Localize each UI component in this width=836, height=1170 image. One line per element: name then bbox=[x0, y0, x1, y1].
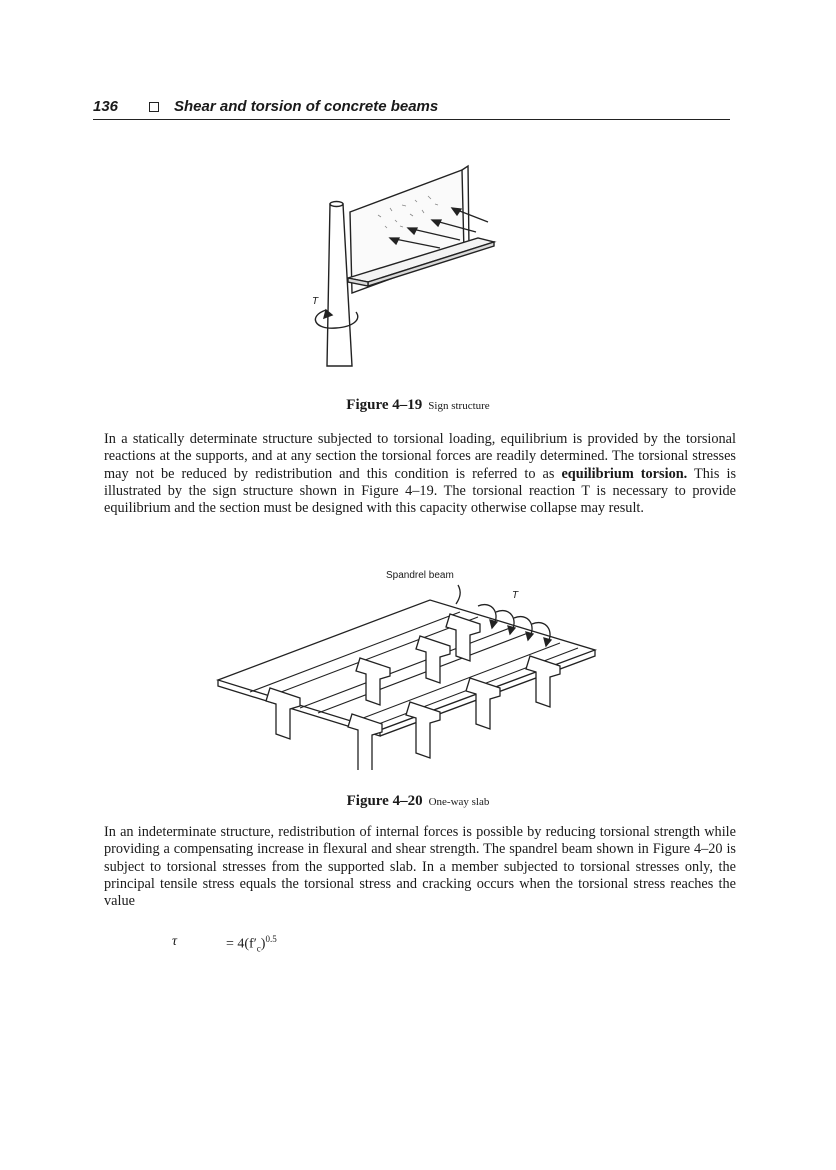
figure-number: Figure 4–19 bbox=[346, 397, 423, 413]
figure-sign-structure bbox=[300, 160, 510, 370]
equation-rhs-main: = 4(f bbox=[226, 936, 254, 952]
paragraph-equilibrium-torsion bbox=[104, 431, 736, 517]
equation-exponent: 0.5 bbox=[265, 934, 277, 944]
paragraph-text: This is illustrated by the sign structure shown in Figure 4–19. The torsional reaction T is necessary to provide equilibrium and the section must be designed with this capacity otherwise collapse may result. bbox=[104, 465, 737, 517]
running-header bbox=[93, 97, 730, 120]
torsional-stress-equation bbox=[172, 934, 277, 954]
equation-prime: ′ bbox=[253, 936, 257, 952]
figure-title: Sign structure bbox=[428, 400, 490, 412]
equation-subscript: c bbox=[256, 943, 261, 954]
paragraph-indeterminate-structure: In an indeterminate structure, redistribution of internal forces is possible by reducing torsional strength while providing a compensating increase in flexural and shear strength. The spandrel beam shown in Figure 4–20 is subject to torsional stresses from the supported slab. In a member subjected to torsional stresses only, the principal tensile stress equals the torsional stress and cracking occurs when the torsional stress reaches the value bbox=[104, 824, 736, 910]
equation-rhs bbox=[226, 934, 277, 953]
torque-label-sign: T bbox=[312, 296, 319, 307]
page-number: 136 bbox=[93, 98, 119, 115]
header-square-icon bbox=[149, 102, 159, 112]
pole bbox=[327, 204, 352, 366]
paragraph-text: In a statically determinate structure subjected to torsional loading, equilibrium is provided by the torsional reactions at the supports, and at any section the torsional forces are readily determined. The torsional stresses may not be reduced by redistribution and this condition is referred to as bbox=[104, 431, 736, 482]
equation-close: ) bbox=[260, 936, 266, 952]
equation-symbol: τ bbox=[172, 934, 178, 949]
spandrel-beam-label: Spandrel beam bbox=[386, 570, 454, 581]
figure-one-way-slab bbox=[210, 580, 600, 770]
figure-4-19-caption bbox=[0, 397, 836, 414]
running-title: Shear and torsion of concrete beams bbox=[174, 98, 439, 115]
figure-4-20-caption bbox=[0, 793, 836, 810]
figure-number: Figure 4–20 bbox=[346, 793, 423, 809]
figure-title: One-way slab bbox=[428, 796, 490, 808]
bold-term: equilibrium torsion. bbox=[561, 465, 688, 482]
torque-label-slab: T bbox=[512, 590, 519, 601]
